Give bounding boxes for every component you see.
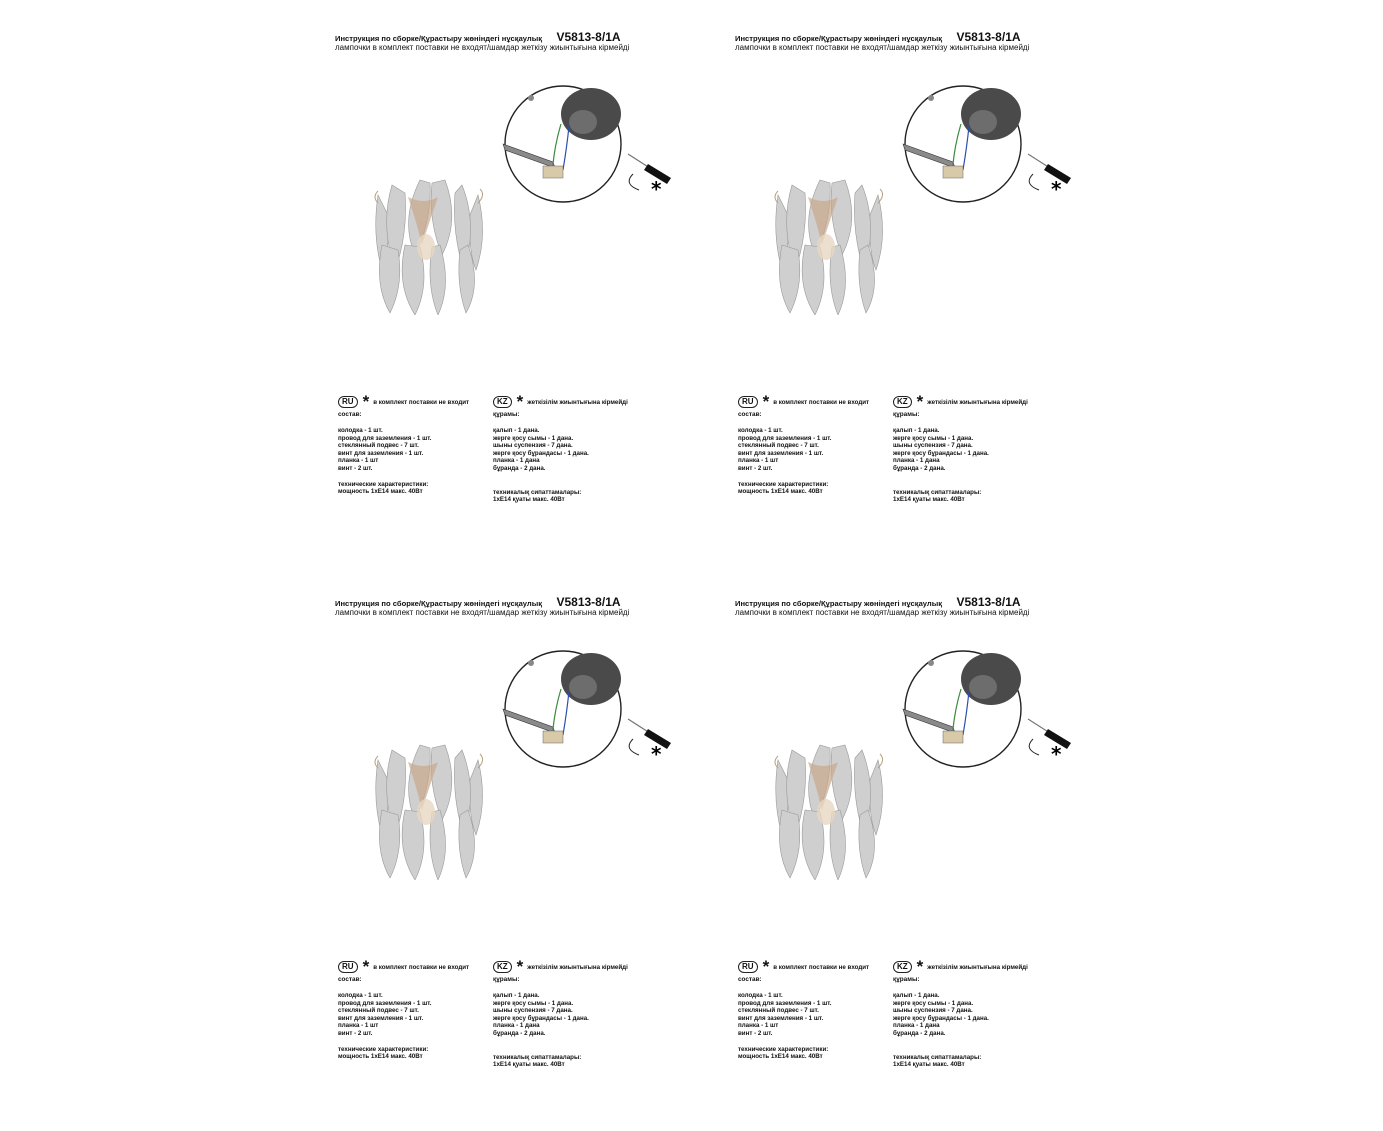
- lamp-illustration: [760, 740, 900, 880]
- list-item: бұранда - 2 дана.: [893, 464, 946, 472]
- sheet-title: Инструкция по сборке/Құрастыру жөніндегі нұсқаулық: [335, 34, 543, 43]
- list-item: қалып - 1 дана.: [893, 992, 940, 999]
- kz-tech-value: 1xE14 қуаты макс. 40Вт: [893, 496, 965, 504]
- star-icon: *: [516, 957, 524, 976]
- list-item: жерге қосу сымы - 1 дана.: [493, 999, 574, 1007]
- list-item: планка - 1 шт: [338, 457, 379, 465]
- kz-section: [893, 394, 1073, 504]
- ru-items: [738, 992, 898, 1038]
- list-item: колодка - 1 шт.: [338, 992, 383, 999]
- list-item: қалып - 1 дана.: [893, 427, 940, 434]
- ru-items: [338, 427, 498, 473]
- mounting-detail-icon: [883, 84, 1073, 204]
- ru-badge: RU: [738, 396, 758, 408]
- ru-note: в комплект поставки не входит: [773, 398, 870, 406]
- kz-tech-label: техникалық сипаттамалары:: [493, 488, 582, 496]
- list-item: колодка - 1 шт.: [738, 992, 783, 999]
- lamp-illustration: [760, 175, 900, 315]
- ru-tech-label: технические характеристики:: [738, 480, 829, 488]
- lamp-illustration: [360, 175, 500, 315]
- ru-composition-label: состав:: [738, 976, 762, 983]
- mounting-detail-icon: [483, 84, 673, 204]
- kz-note: жеткізілім жиынтығына кірмейді: [527, 398, 628, 406]
- ru-section: [738, 959, 898, 1061]
- kz-items: [893, 427, 1073, 473]
- list-item: колодка - 1 шт.: [738, 427, 783, 434]
- list-item: бұранда - 2 дана.: [493, 464, 546, 472]
- kz-tech-value: 1xE14 қуаты макс. 40Вт: [493, 1061, 565, 1069]
- svg-text:*: *: [651, 742, 662, 766]
- instruction-sheet: [730, 565, 1130, 1130]
- ru-tech-label: технические характеристики:: [338, 480, 429, 488]
- ru-badge: RU: [738, 961, 758, 973]
- ru-composition-label: состав:: [738, 411, 762, 418]
- list-item: жерге қосу бұрандасы - 1 дана.: [493, 1014, 589, 1022]
- list-item: қалып - 1 дана.: [493, 427, 540, 434]
- list-item: жерге қосу бұрандасы - 1 дана.: [493, 449, 589, 457]
- kz-tech-label: техникалық сипаттамалары:: [893, 1053, 982, 1061]
- ru-composition-label: состав:: [338, 411, 362, 418]
- kz-note: жеткізілім жиынтығына кірмейді: [927, 398, 1028, 406]
- ru-note: в комплект поставки не входит: [773, 963, 870, 971]
- ru-section: [338, 959, 498, 1061]
- model-number: V5813-8/1A: [556, 595, 621, 609]
- kz-tech-value: 1xE14 қуаты макс. 40Вт: [893, 1061, 965, 1069]
- ru-tech-label: технические характеристики:: [738, 1045, 829, 1053]
- ru-tech-label: технические характеристики:: [338, 1045, 429, 1053]
- kz-badge: KZ: [493, 396, 512, 408]
- list-item: бұранда - 2 дана.: [893, 1029, 946, 1037]
- list-item: стеклянный подвес - 7 шт.: [738, 1007, 819, 1015]
- list-item: провод для заземления - 1 шт.: [338, 434, 432, 442]
- sheet-title: Инструкция по сборке/Құрастыру жөніндегі нұсқаулық: [735, 599, 943, 608]
- list-item: стеклянный подвес - 7 шт.: [338, 442, 419, 450]
- ru-badge: RU: [338, 961, 358, 973]
- svg-text:*: *: [1051, 742, 1062, 766]
- ru-items: [338, 992, 498, 1038]
- kz-items: [893, 992, 1073, 1038]
- list-item: стеклянный подвес - 7 шт.: [338, 1007, 419, 1015]
- kz-composition-label: құрамы:: [893, 976, 920, 983]
- list-item: колодка - 1 шт.: [338, 427, 383, 434]
- ru-tech-value: мощность 1xE14 макс. 40Вт: [738, 488, 823, 496]
- list-item: планка - 1 шт: [338, 1022, 379, 1030]
- list-item: провод для заземления - 1 шт.: [738, 434, 832, 442]
- kz-tech-label: техникалық сипаттамалары:: [893, 488, 982, 496]
- list-item: провод для заземления - 1 шт.: [338, 999, 432, 1007]
- list-item: винт - 2 шт.: [338, 464, 373, 472]
- kz-badge: KZ: [493, 961, 512, 973]
- model-number: V5813-8/1A: [956, 30, 1021, 44]
- ru-tech-value: мощность 1xE14 макс. 40Вт: [338, 488, 423, 496]
- list-item: планка - 1 дана: [893, 457, 940, 465]
- star-icon: *: [362, 392, 370, 411]
- mounting-detail-icon: [883, 649, 1073, 769]
- list-item: жерге қосу сымы - 1 дана.: [893, 434, 974, 442]
- kz-items: [493, 992, 673, 1038]
- kz-composition-label: құрамы:: [893, 411, 920, 418]
- ru-tech-value: мощность 1xE14 макс. 40Вт: [338, 1053, 423, 1061]
- ru-composition-label: состав:: [338, 976, 362, 983]
- list-item: винт - 2 шт.: [338, 1029, 373, 1037]
- star-icon: *: [762, 392, 770, 411]
- list-item: винт для заземления - 1 шт.: [738, 449, 824, 457]
- list-item: шыны суспензия - 7 дана.: [893, 1007, 973, 1015]
- ru-badge: RU: [338, 396, 358, 408]
- kz-badge: KZ: [893, 396, 912, 408]
- mounting-detail-icon: [483, 649, 673, 769]
- list-item: шыны суспензия - 7 дана.: [893, 442, 973, 450]
- kz-tech-value: 1xE14 қуаты макс. 40Вт: [493, 496, 565, 504]
- star-icon: *: [762, 957, 770, 976]
- kz-items: [493, 427, 673, 473]
- kz-note: жеткізілім жиынтығына кірмейді: [927, 963, 1028, 971]
- list-item: планка - 1 шт: [738, 457, 779, 465]
- star-icon: *: [916, 392, 924, 411]
- ru-note: в комплект поставки не входит: [373, 963, 470, 971]
- list-item: винт для заземления - 1 шт.: [738, 1014, 824, 1022]
- list-item: жерге қосу бұрандасы - 1 дана.: [893, 1014, 989, 1022]
- list-item: провод для заземления - 1 шт.: [738, 999, 832, 1007]
- model-number: V5813-8/1A: [556, 30, 621, 44]
- star-icon: *: [362, 957, 370, 976]
- list-item: планка - 1 дана: [493, 457, 540, 465]
- kz-tech-label: техникалық сипаттамалары:: [493, 1053, 582, 1061]
- list-item: планка - 1 шт: [738, 1022, 779, 1030]
- kz-section: [493, 959, 673, 1069]
- bulb-note: лампочки в комплект поставки не входят/шамдар жеткізу жиынтығына кірмейді: [335, 43, 630, 52]
- sheet-title: Инструкция по сборке/Құрастыру жөніндегі нұсқаулық: [335, 599, 543, 608]
- bulb-note: лампочки в комплект поставки не входят/шамдар жеткізу жиынтығына кірмейді: [335, 608, 630, 617]
- star-icon: *: [516, 392, 524, 411]
- bulb-note: лампочки в комплект поставки не входят/шамдар жеткізу жиынтығына кірмейді: [735, 43, 1030, 52]
- kz-badge: KZ: [893, 961, 912, 973]
- sheet-title: Инструкция по сборке/Құрастыру жөніндегі нұсқаулық: [735, 34, 943, 43]
- ru-items: [738, 427, 898, 473]
- list-item: стеклянный подвес - 7 шт.: [738, 442, 819, 450]
- kz-note: жеткізілім жиынтығына кірмейді: [527, 963, 628, 971]
- model-number: V5813-8/1A: [956, 595, 1021, 609]
- list-item: шыны суспензия - 7 дана.: [493, 1007, 573, 1015]
- kz-section: [493, 394, 673, 504]
- list-item: бұранда - 2 дана.: [493, 1029, 546, 1037]
- instruction-sheet: [330, 565, 730, 1130]
- list-item: винт для заземления - 1 шт.: [338, 1014, 424, 1022]
- list-item: жерге қосу бұрандасы - 1 дана.: [893, 449, 989, 457]
- star-icon: *: [916, 957, 924, 976]
- svg-text:*: *: [651, 177, 662, 201]
- ru-tech-value: мощность 1xE14 макс. 40Вт: [738, 1053, 823, 1061]
- list-item: жерге қосу сымы - 1 дана.: [493, 434, 574, 442]
- instruction-sheet: [730, 0, 1130, 565]
- svg-text:*: *: [1051, 177, 1062, 201]
- list-item: винт для заземления - 1 шт.: [338, 449, 424, 457]
- lamp-illustration: [360, 740, 500, 880]
- bulb-note: лампочки в комплект поставки не входят/шамдар жеткізу жиынтығына кірмейді: [735, 608, 1030, 617]
- ru-section: [338, 394, 498, 496]
- list-item: винт - 2 шт.: [738, 1029, 773, 1037]
- list-item: жерге қосу сымы - 1 дана.: [893, 999, 974, 1007]
- instruction-sheet: [330, 0, 730, 565]
- list-item: планка - 1 дана: [893, 1022, 940, 1030]
- list-item: қалып - 1 дана.: [493, 992, 540, 999]
- kz-composition-label: құрамы:: [493, 411, 520, 418]
- list-item: шыны суспензия - 7 дана.: [493, 442, 573, 450]
- kz-section: [893, 959, 1073, 1069]
- ru-note: в комплект поставки не входит: [373, 398, 470, 406]
- list-item: планка - 1 дана: [493, 1022, 540, 1030]
- ru-section: [738, 394, 898, 496]
- list-item: винт - 2 шт.: [738, 464, 773, 472]
- kz-composition-label: құрамы:: [493, 976, 520, 983]
